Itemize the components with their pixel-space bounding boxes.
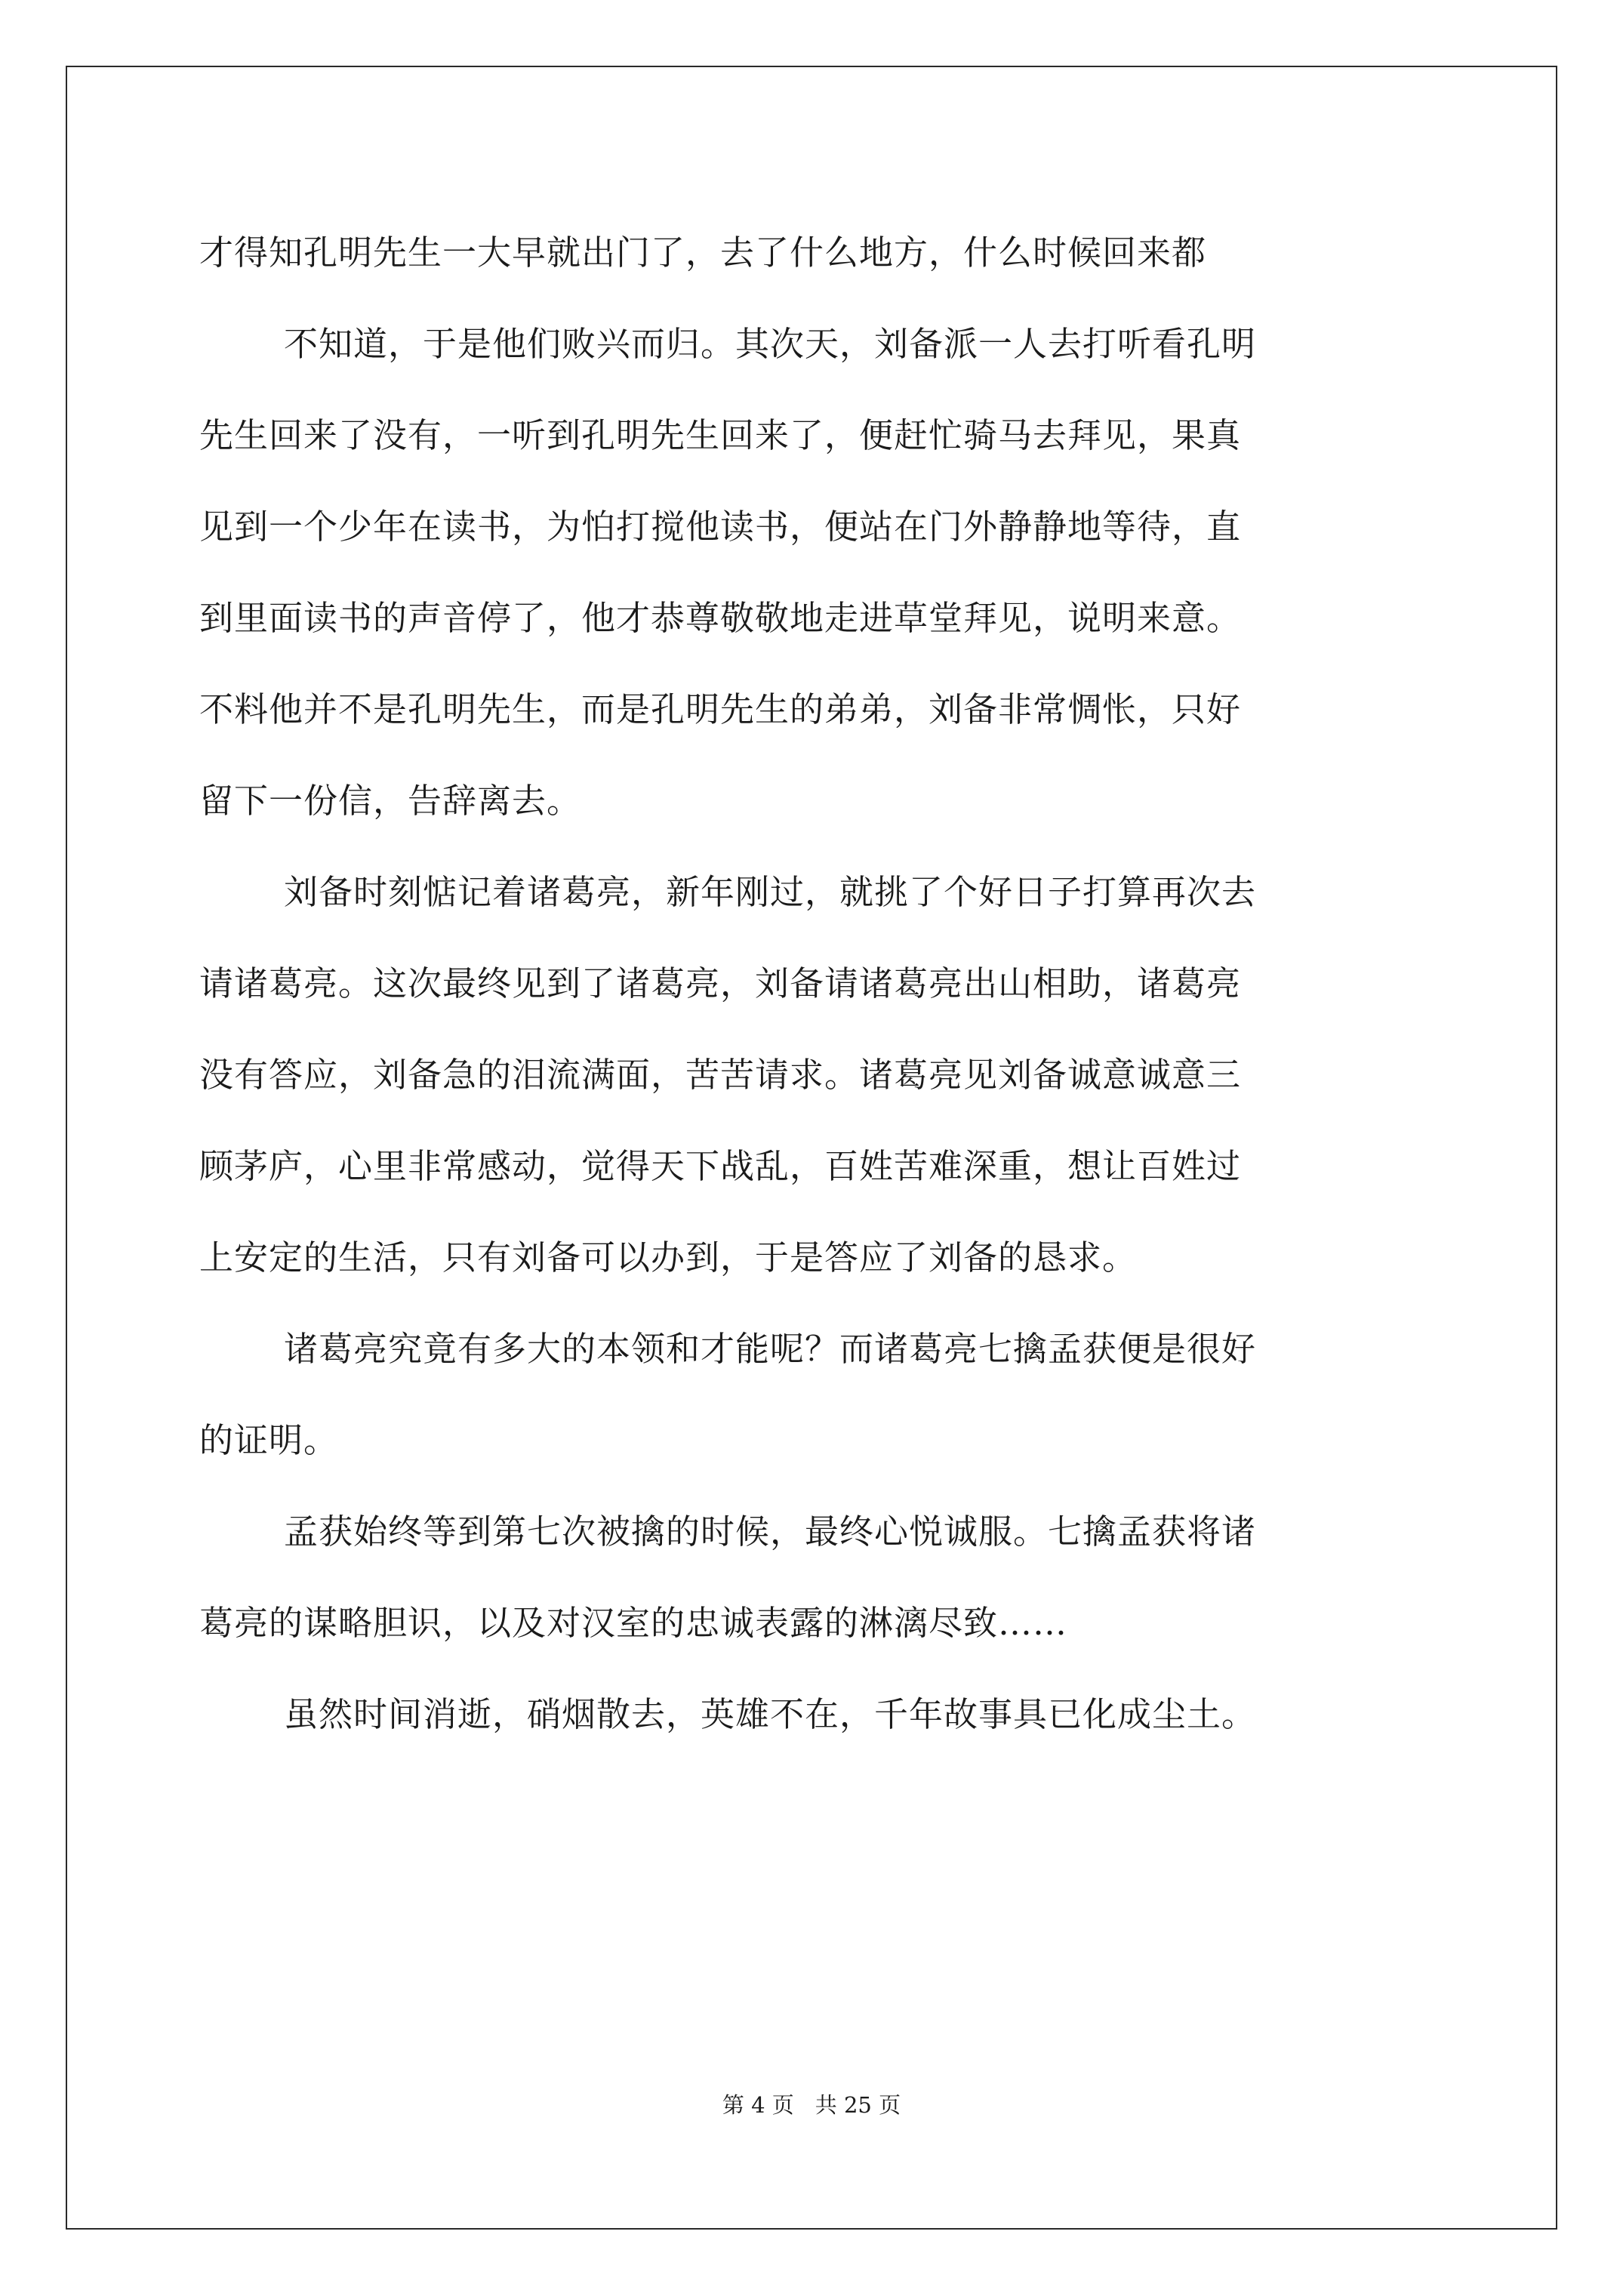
- text-line: 孟获始终等到第七次被擒的时候，最终心悦诚服。七擒孟获将诸: [284, 1512, 1257, 1552]
- page-footer: [0, 2090, 1623, 2120]
- page-number: 第 4 页: [722, 2092, 794, 2118]
- text-line: 不料他并不是孔明先生，而是孔明先生的弟弟，刘备非常惆怅，只好: [199, 689, 1242, 729]
- text-line: 没有答应，刘备急的泪流满面，苦苦请求。诸葛亮见刘备诚意诚意三: [199, 1055, 1242, 1095]
- text-line: 虽然时间消逝，硝烟散去，英雄不在，千年故事具已化成尘土。: [284, 1694, 1257, 1734]
- text-line: 诸葛亮究竟有多大的本领和才能呢？而诸葛亮七擒孟获便是很好: [284, 1329, 1257, 1369]
- text-line: 才得知孔明先生一大早就出门了，去了什么地方，什么时候回来都: [199, 233, 1207, 273]
- text-line: 上安定的生活，只有刘备可以办到，于是答应了刘备的恳求。: [199, 1237, 1138, 1277]
- text-line: 见到一个少年在读书，为怕打搅他读书，便站在门外静静地等待，直: [199, 507, 1242, 547]
- text-line: 葛亮的谋略胆识，以及对汉室的忠诚表露的淋漓尽致……: [199, 1603, 1068, 1643]
- text-line: 留下一份信，告辞离去。: [199, 781, 582, 821]
- text-line: 顾茅庐，心里非常感动，觉得天下战乱，百姓苦难深重，想让百姓过: [199, 1146, 1242, 1186]
- text-line: 不知道，于是他们败兴而归。其次天，刘备派一人去打听看孔明: [284, 324, 1257, 364]
- text-line: 先生回来了没有，一听到孔明先生回来了，便赶忙骑马去拜见，果真: [199, 415, 1242, 455]
- text-line: 请诸葛亮。这次最终见到了诸葛亮，刘备请诸葛亮出山相助，诸葛亮: [199, 963, 1242, 1003]
- text-line: 刘备时刻惦记着诸葛亮，新年刚过，就挑了个好日子打算再次去: [284, 872, 1257, 912]
- text-line: 的证明。: [199, 1420, 339, 1460]
- text-line: 到里面读书的声音停了，他才恭尊敬敬地走进草堂拜见，说明来意。: [199, 598, 1242, 638]
- document-body: [199, 219, 1437, 1772]
- page-total: 共 25 页: [815, 2092, 901, 2118]
